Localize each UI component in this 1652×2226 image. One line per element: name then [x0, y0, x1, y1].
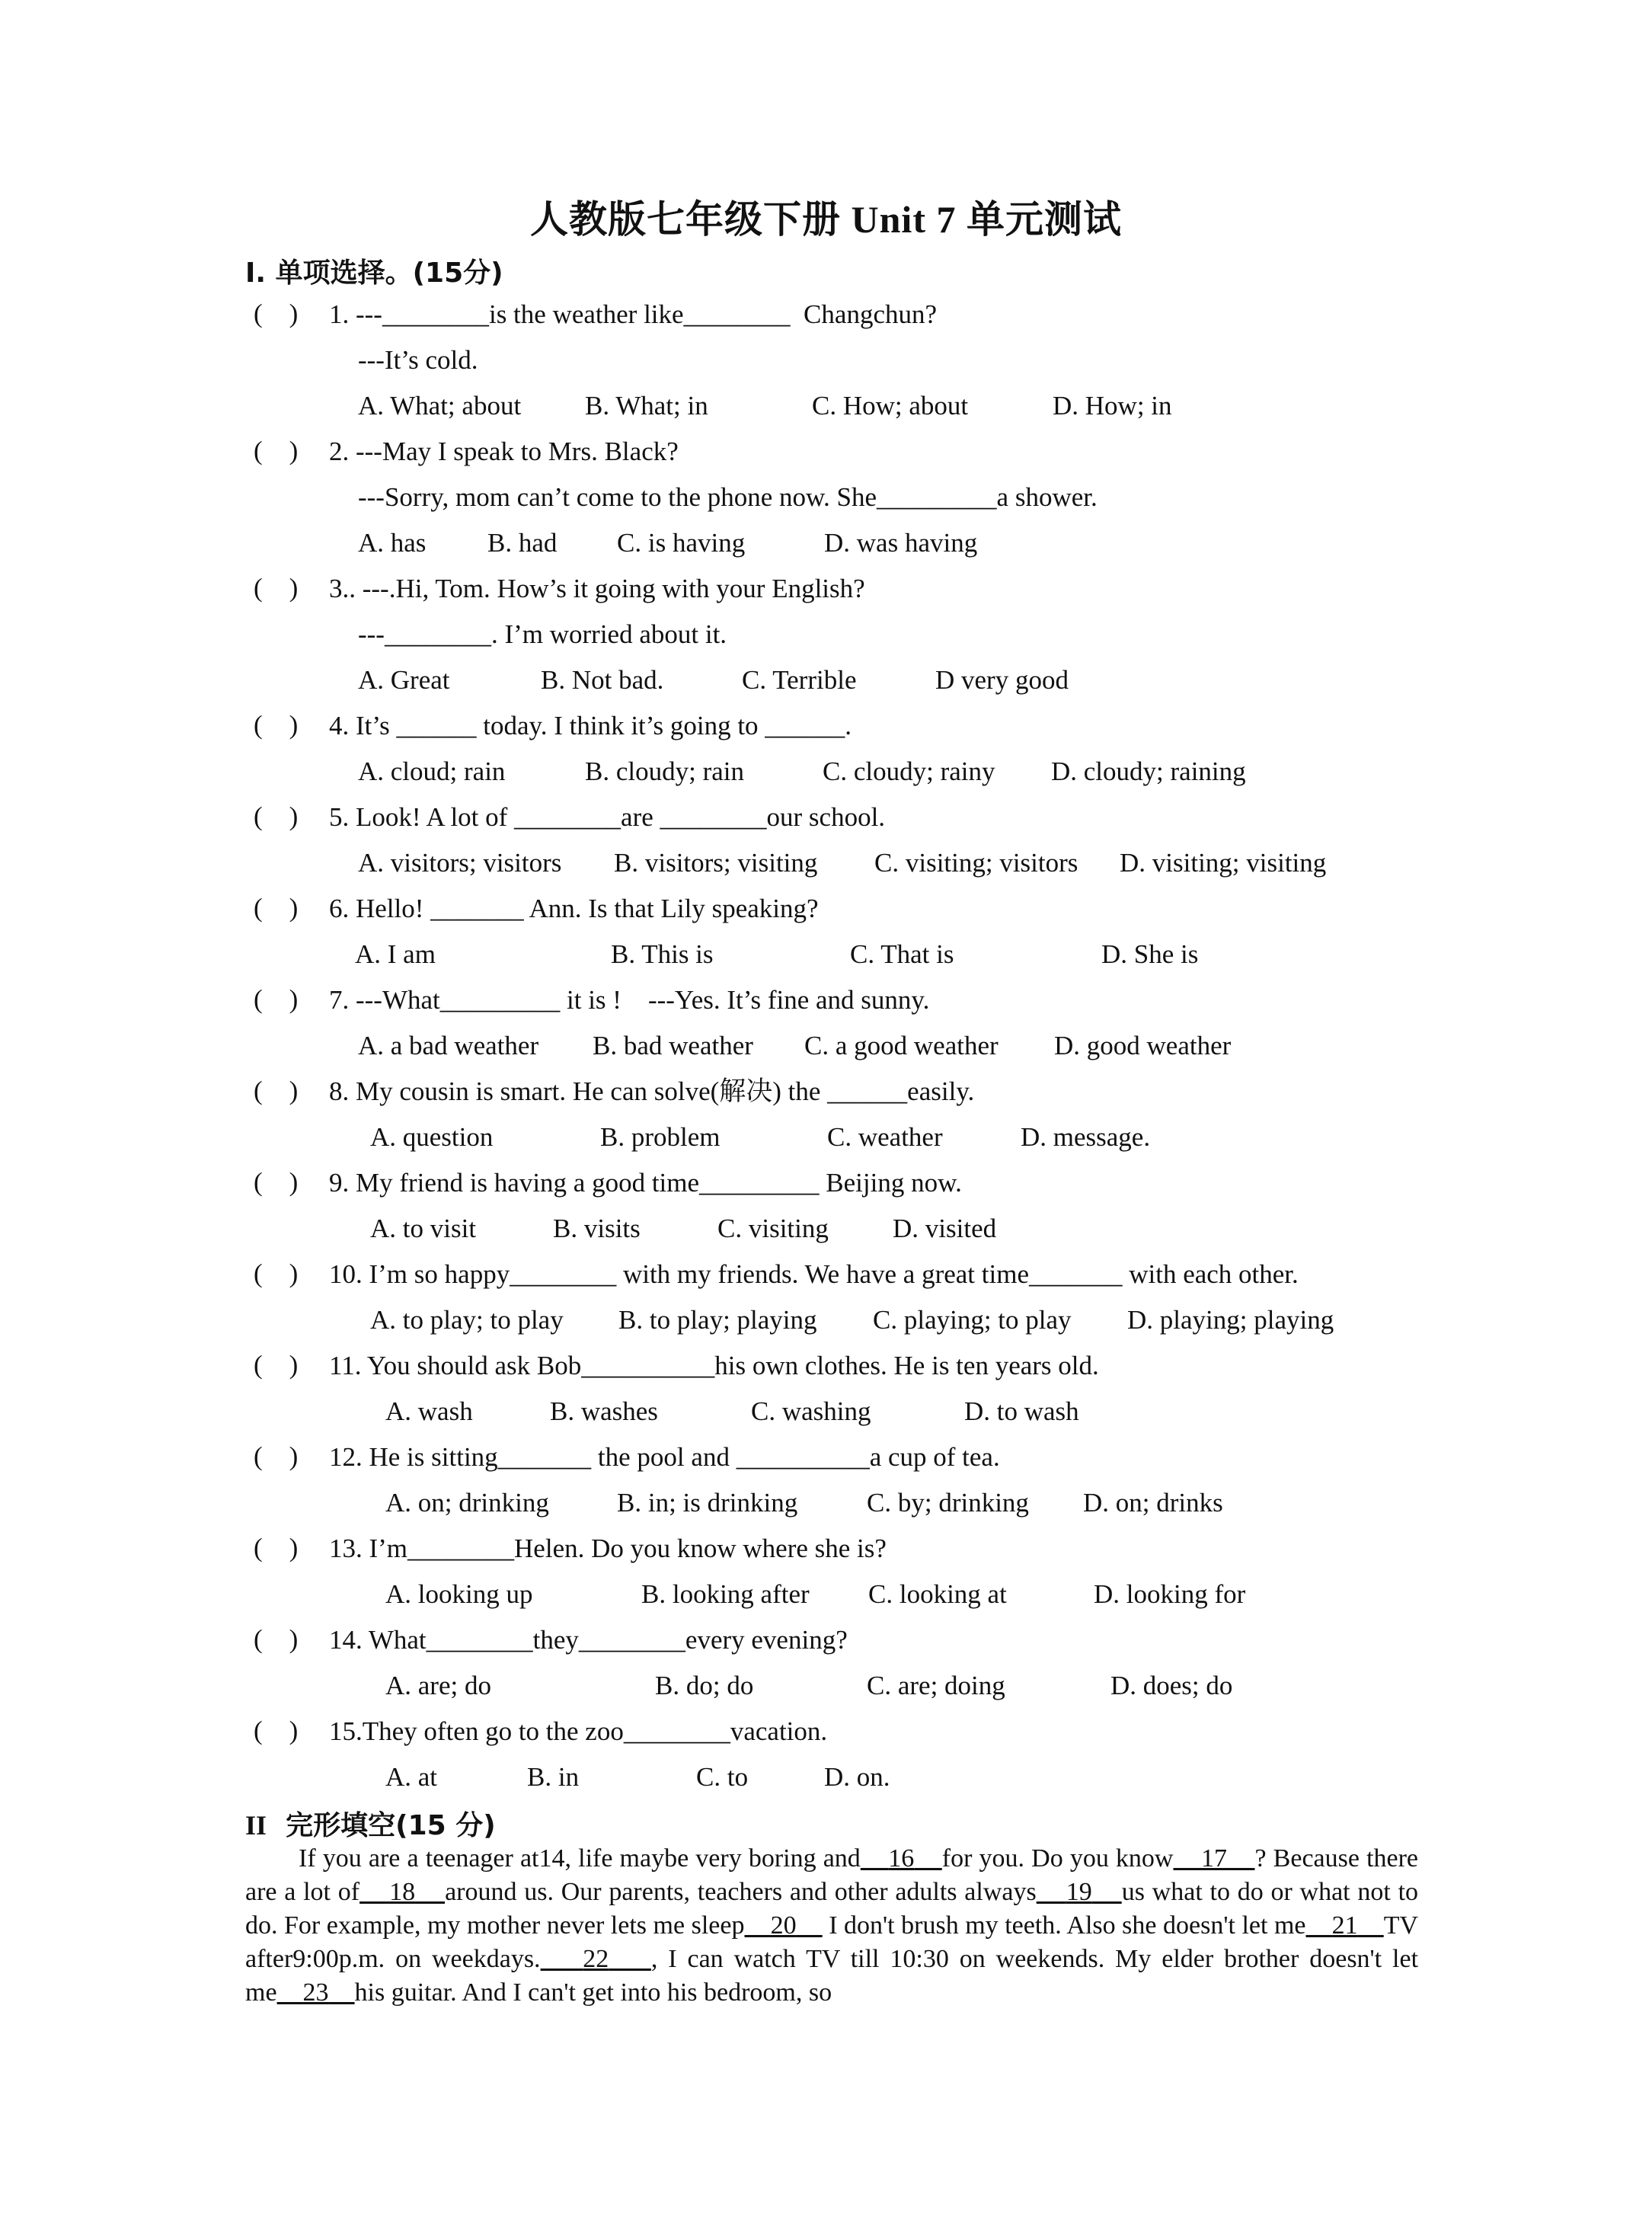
cloze-blank-18[interactable] — [359, 1878, 445, 1906]
q2-stem: 2. ---May I speak to Mrs. Black? — [329, 437, 679, 466]
q8-option-c: C. weather — [827, 1122, 943, 1152]
q6-option-d: D. She is — [1101, 939, 1199, 969]
answer-blank-11[interactable]: ( ) — [254, 1350, 299, 1380]
q2-option-d: D. was having — [824, 528, 978, 558]
q13-option-a: A. looking up — [385, 1579, 533, 1609]
cloze-blank-16-number: 16 — [888, 1844, 915, 1873]
q7-stem: 7. ---What_________ it is ! ---Yes. It’s fine and sunny. — [329, 985, 930, 1015]
q11-option-a: A. wash — [385, 1396, 473, 1426]
q4-option-d: D. cloudy; raining — [1051, 756, 1246, 786]
cloze-text-7: TV after9:00p.m. on weekdays. — [245, 1911, 1419, 1973]
cloze-blank-20-number: 20 — [770, 1911, 797, 1940]
q15-option-d: D. on. — [824, 1762, 890, 1792]
q6-option-b: B. This is — [611, 939, 714, 969]
q11-stem: 11. You should ask Bob__________his own clothes. He is ten years old. — [329, 1351, 1099, 1380]
q3-reply: ---________. I’m worried about it. — [358, 619, 727, 649]
page-title: 人教版七年级下册 Unit 7 单元测试 — [530, 198, 1122, 241]
cloze-blank-17-number: 17 — [1200, 1844, 1227, 1873]
q7-option-d: D. good weather — [1054, 1031, 1232, 1060]
q12-option-b: B. in; is drinking — [617, 1488, 798, 1518]
q14-option-d: D. does; do — [1110, 1671, 1233, 1700]
q7-option-a: A. a bad weather — [358, 1031, 539, 1060]
section-2-heading — [245, 1804, 496, 1843]
section-2-title: 完形填空(15 分) — [286, 1810, 496, 1841]
cloze-blank-19[interactable] — [1037, 1878, 1122, 1906]
q13-option-d: D. looking for — [1094, 1579, 1246, 1609]
cloze-blank-20[interactable] — [744, 1911, 822, 1940]
q9-option-b: B. visits — [553, 1214, 641, 1243]
answer-blank-6[interactable]: ( ) — [254, 893, 299, 923]
q6-option-a: A. I am — [355, 939, 436, 969]
q1-option-c: C. How; about — [812, 391, 969, 421]
answer-blank-3[interactable]: ( ) — [254, 573, 299, 603]
q8-option-b: B. problem — [600, 1122, 721, 1152]
q12-stem: 12. He is sitting_______ the pool and __________a cup of tea. — [329, 1442, 1000, 1472]
q13-stem: 13. I’m________Helen. Do you know where she is? — [329, 1534, 887, 1563]
q2-reply: ---Sorry, mom can’t come to the phone now. She_________a shower. — [358, 482, 1098, 512]
q9-option-d: D. visited — [893, 1214, 997, 1243]
q11-option-b: B. washes — [550, 1396, 658, 1426]
q12-option-c: C. by; drinking — [867, 1488, 1029, 1518]
cloze-text-3: ? Because there are a lot of — [245, 1844, 1419, 1906]
q14-option-a: A. are; do — [385, 1671, 491, 1700]
q2-option-b: B. had — [487, 528, 558, 558]
q5-option-a: A. visitors; visitors — [358, 848, 562, 878]
q5-stem: 5. Look! A lot of ________are ________our school. — [329, 802, 886, 832]
answer-blank-12[interactable]: ( ) — [254, 1441, 299, 1471]
answer-blank-13[interactable]: ( ) — [254, 1533, 299, 1562]
q10-option-b: B. to play; playing — [618, 1305, 817, 1335]
q11-option-c: C. washing — [751, 1396, 871, 1426]
q15-option-a: A. at — [385, 1762, 438, 1792]
cloze-blank-16[interactable] — [861, 1844, 942, 1873]
q7-option-c: C. a good weather — [804, 1031, 999, 1060]
cloze-text-5: us what to do or what not to do. For example, my mother never lets me sleep — [245, 1878, 1419, 1940]
cloze-blank-23[interactable] — [277, 1978, 355, 2007]
cloze-text-2: for you. Do you know — [941, 1844, 1174, 1873]
q13-option-b: B. looking after — [641, 1579, 810, 1609]
q12-option-d: D. on; drinks — [1083, 1488, 1223, 1518]
q15-option-b: B. in — [527, 1762, 580, 1792]
q10-option-c: C. playing; to play — [873, 1305, 1072, 1335]
q13-option-c: C. looking at — [868, 1579, 1007, 1609]
q14-option-b: B. do; do — [655, 1671, 754, 1700]
cloze-blank-21[interactable] — [1306, 1911, 1384, 1940]
answer-blank-2[interactable]: ( ) — [254, 436, 299, 465]
q4-stem: 4. It’s ______ today. I think it’s going to ______. — [329, 711, 852, 740]
answer-blank-9[interactable]: ( ) — [254, 1167, 299, 1197]
q3-option-b: B. Not bad. — [541, 665, 664, 695]
cloze-blank-21-number: 21 — [1331, 1911, 1358, 1940]
q9-option-a: A. to visit — [370, 1214, 477, 1243]
answer-blank-4[interactable]: ( ) — [254, 710, 299, 740]
q1-option-a: A. What; about — [358, 391, 522, 421]
q1-reply: ---It’s cold. — [358, 345, 478, 375]
q4-option-b: B. cloudy; rain — [585, 756, 744, 786]
cloze-blank-19-number: 19 — [1066, 1878, 1092, 1906]
cloze-blank-22-number: 22 — [583, 1945, 609, 1973]
q8-option-a: A. question — [370, 1122, 494, 1152]
cloze-blank-23-number: 23 — [302, 1978, 329, 2007]
q5-option-c: C. visiting; visitors — [874, 848, 1078, 878]
q5-option-b: B. visitors; visiting — [614, 848, 818, 878]
section-1-heading: I. 单项选择。(15分) — [245, 257, 503, 289]
cloze-passage — [245, 1842, 1418, 2010]
q8-option-d: D. message. — [1021, 1122, 1151, 1152]
cloze-blank-17[interactable] — [1174, 1844, 1255, 1873]
q3-option-c: C. Terrible — [742, 665, 857, 695]
q3-stem: 3.. ---.Hi, Tom. How’s it going with your English? — [329, 574, 865, 603]
answer-blank-5[interactable]: ( ) — [254, 801, 299, 831]
q3-option-d: D very good — [935, 665, 1069, 695]
answer-blank-14[interactable]: ( ) — [254, 1624, 299, 1654]
q5-option-d: D. visiting; visiting — [1120, 848, 1327, 878]
answer-blank-15[interactable]: ( ) — [254, 1716, 299, 1745]
q3-option-a: A. Great — [358, 665, 450, 695]
q10-option-d: D. playing; playing — [1127, 1305, 1334, 1335]
q9-option-c: C. visiting — [717, 1214, 829, 1243]
answer-blank-7[interactable]: ( ) — [254, 984, 299, 1014]
cloze-blank-22[interactable] — [541, 1945, 651, 1973]
answer-blank-1[interactable]: ( ) — [254, 299, 299, 328]
section-2-roman: II — [245, 1810, 267, 1841]
answer-blank-8[interactable]: ( ) — [254, 1076, 299, 1105]
q15-stem: 15.They often go to the zoo________vacation. — [329, 1716, 828, 1746]
q4-option-a: A. cloud; rain — [358, 756, 506, 786]
cloze-text-6: I don't brush my teeth. Also she doesn't let me — [822, 1911, 1306, 1940]
cloze-text-9: his guitar. And I can't get into his bedroom, so — [354, 1978, 832, 2007]
q14-option-c: C. are; doing — [867, 1671, 1005, 1700]
q9-stem: 9. My friend is having a good time_________ Beijing now. — [329, 1168, 962, 1198]
q2-option-a: A. has — [358, 528, 427, 558]
q11-option-d: D. to wash — [964, 1396, 1079, 1426]
q15-option-c: C. to — [696, 1762, 749, 1792]
q6-option-c: C. That is — [850, 939, 954, 969]
cloze-blank-18-number: 18 — [389, 1878, 416, 1906]
q10-option-a: A. to play; to play — [370, 1305, 564, 1335]
q10-stem: 10. I’m so happy________ with my friends. We have a great time_______ with each other. — [329, 1259, 1299, 1289]
cloze-text-4: around us. Our parents, teachers and other adults always — [445, 1878, 1037, 1906]
answer-blank-10[interactable]: ( ) — [254, 1259, 299, 1288]
q2-option-c: C. is having — [617, 528, 746, 558]
q1-option-d: D. How; in — [1053, 391, 1172, 421]
q1-option-b: B. What; in — [585, 391, 708, 421]
q6-stem: 6. Hello! _______ Ann. Is that Lily speaking? — [329, 894, 819, 923]
q8-stem: 8. My cousin is smart. He can solve(解决) the ______easily. — [329, 1076, 975, 1106]
q1-stem: 1. ---________is the weather like________ Changchun? — [329, 299, 938, 329]
q12-option-a: A. on; drinking — [385, 1488, 549, 1518]
q7-option-b: B. bad weather — [593, 1031, 753, 1060]
q4-option-c: C. cloudy; rainy — [823, 756, 995, 786]
cloze-text-8: , I can watch TV till 10:30 on weekends. My elder brother doesn't let me — [245, 1945, 1419, 2007]
cloze-text-1: If you are a teenager at14, life maybe very boring and — [299, 1844, 861, 1873]
q14-stem: 14. What________they________every evening? — [329, 1625, 848, 1655]
